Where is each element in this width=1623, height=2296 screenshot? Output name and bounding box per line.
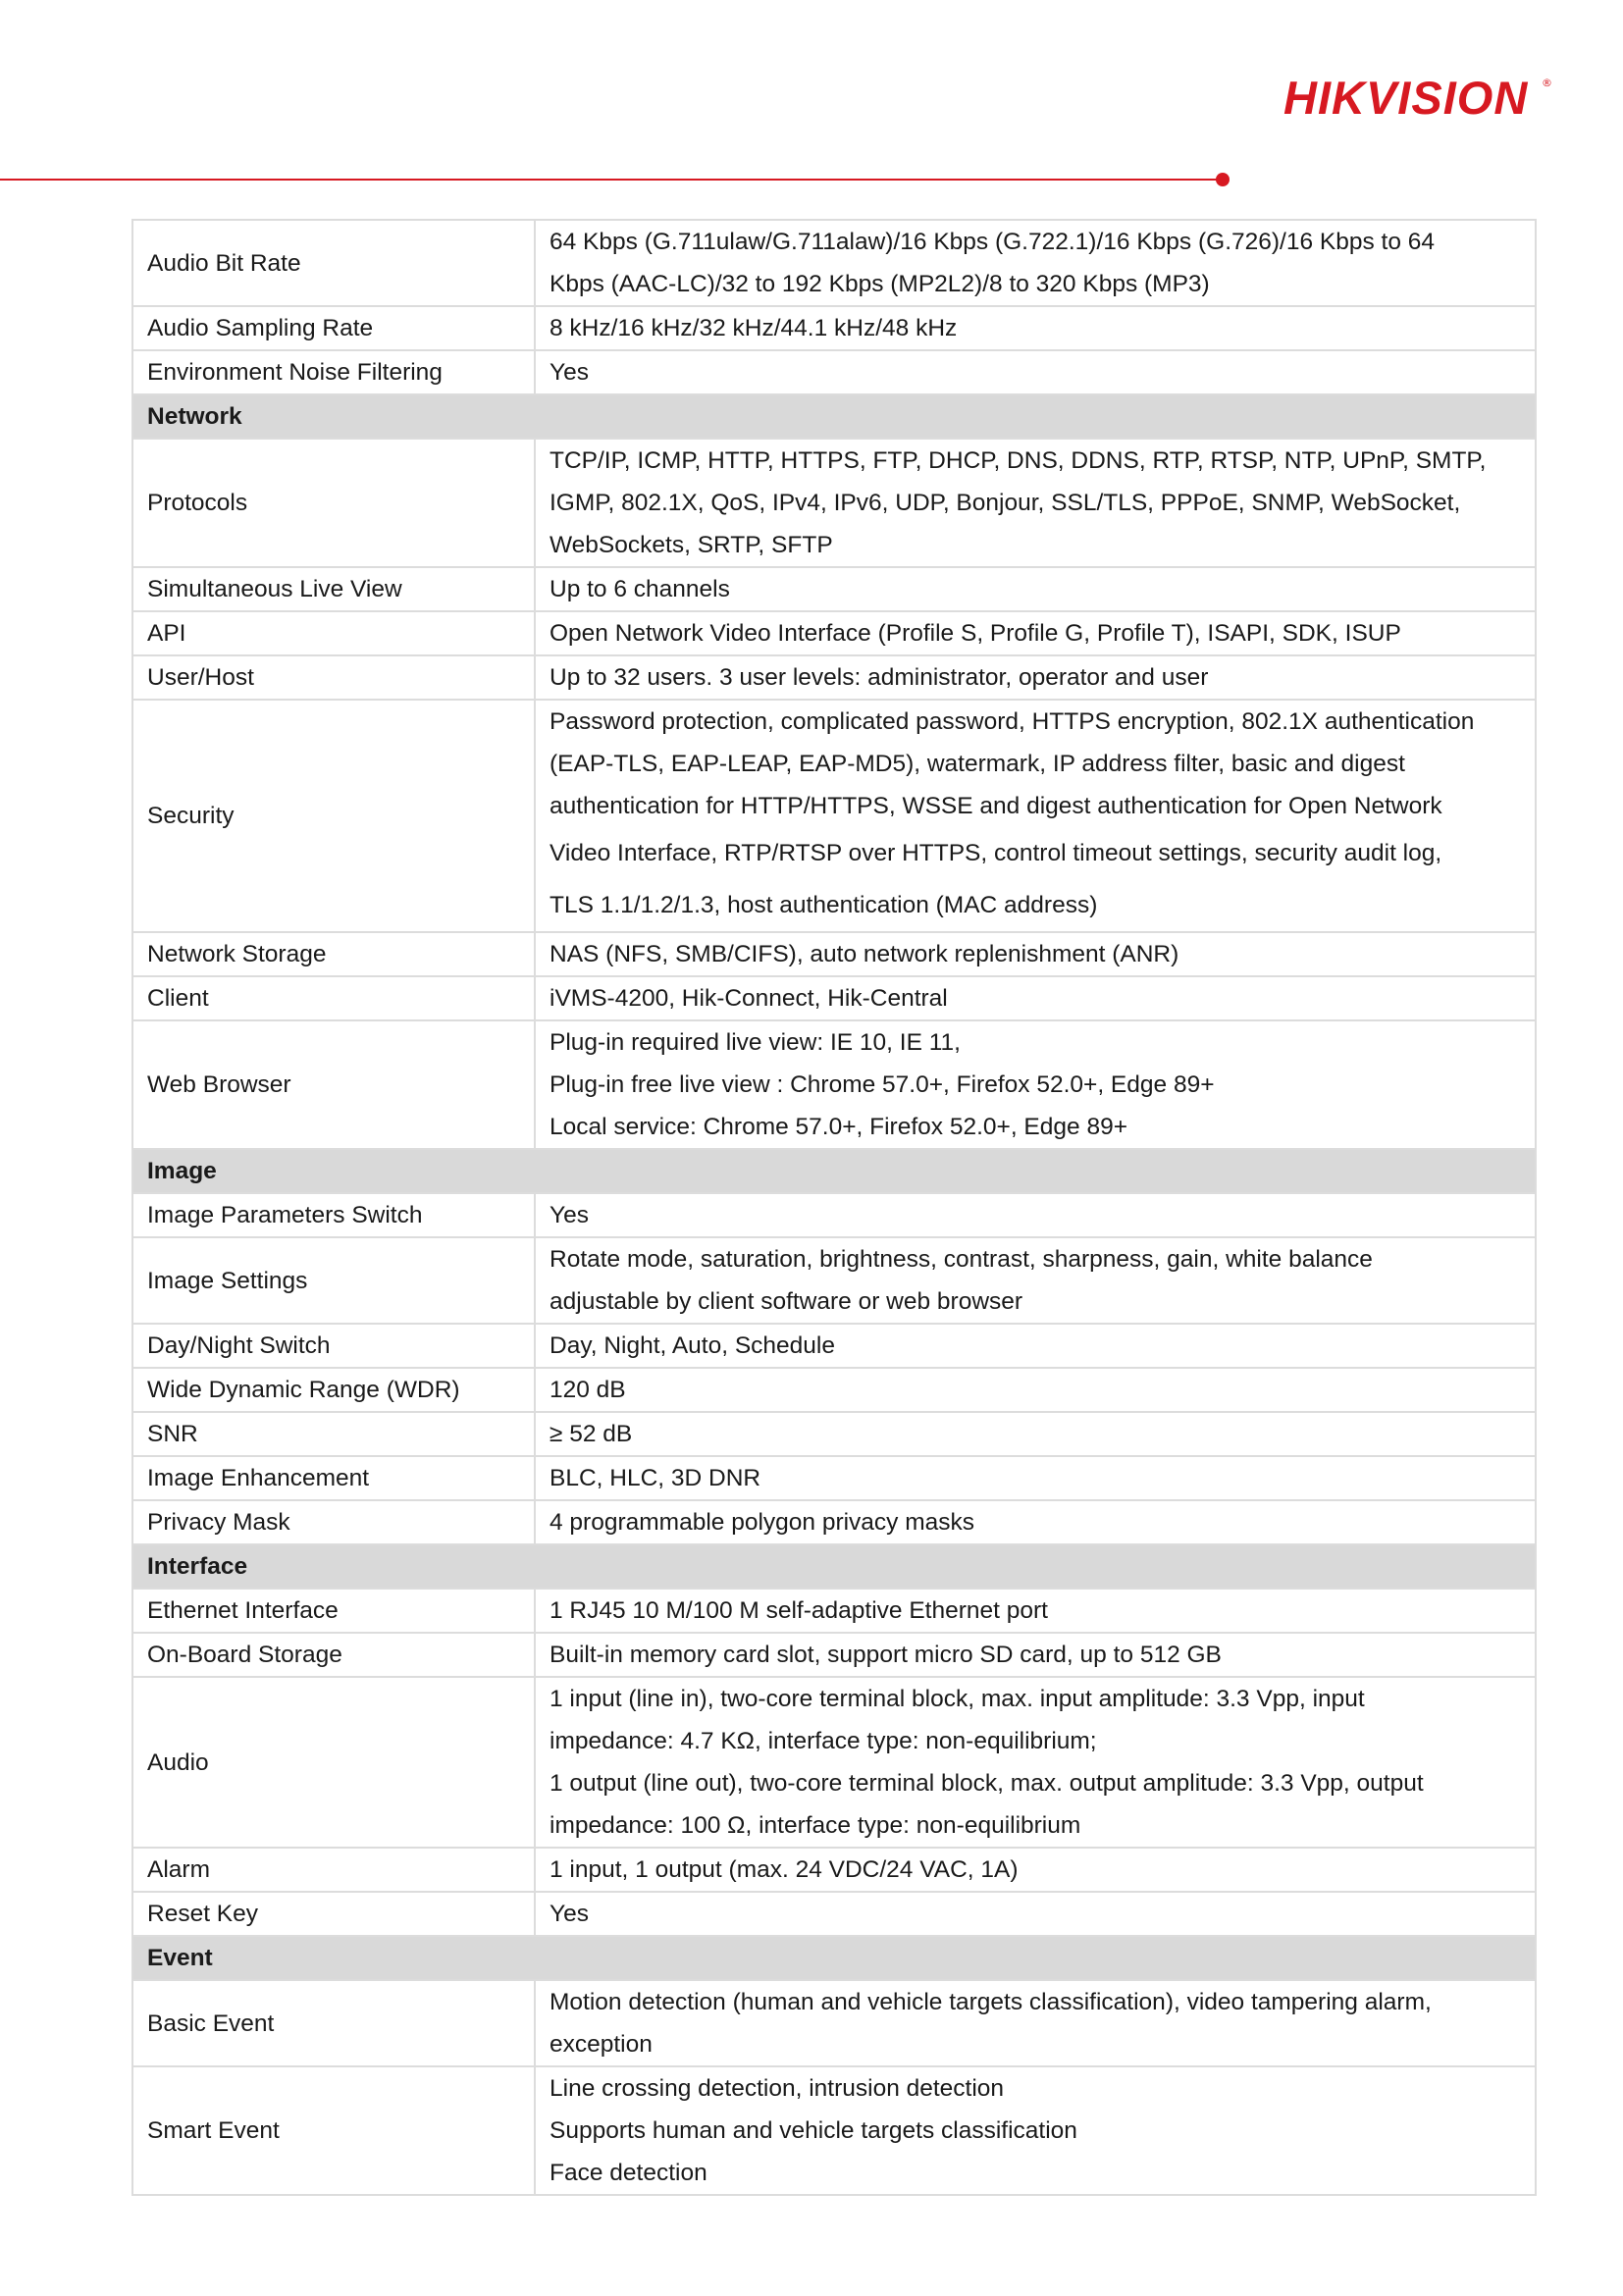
spec-label: Smart Event (132, 2066, 535, 2195)
spec-value (535, 611, 1536, 655)
spec-row (132, 1237, 1536, 1324)
spec-row (132, 1456, 1536, 1500)
spec-value (535, 1237, 1536, 1324)
spec-value (535, 655, 1536, 700)
spec-value (535, 567, 1536, 611)
spec-value (535, 1677, 1536, 1848)
section-title: Network (132, 394, 1536, 439)
spec-value (535, 1500, 1536, 1544)
spec-value-line: exception (550, 2031, 653, 2058)
spec-value-line: 1 input, 1 output (max. 24 VDC/24 VAC, 1A) (550, 1856, 1019, 1883)
spec-value-line: 1 output (line out), two-core terminal block, max. output amplitude: 3.3 Vpp, output (550, 1770, 1424, 1797)
spec-value-line: BLC, HLC, 3D DNR (550, 1465, 761, 1491)
spec-row (132, 1677, 1536, 1848)
section-title: Image (132, 1149, 1536, 1193)
spec-value (535, 1456, 1536, 1500)
spec-label: Reset Key (132, 1892, 535, 1936)
spec-value-line: Built-in memory card slot, support micro SD card, up to 512 GB (550, 1642, 1222, 1668)
spec-value (535, 1589, 1536, 1633)
spec-row (132, 567, 1536, 611)
spec-row (132, 1020, 1536, 1149)
spec-label: Image Enhancement (132, 1456, 535, 1500)
spec-value (535, 1368, 1536, 1412)
spec-value-line: 120 dB (550, 1377, 626, 1403)
spec-value (535, 700, 1536, 932)
section-title: Event (132, 1936, 1536, 1980)
spec-value-line: WebSockets, SRTP, SFTP (550, 532, 833, 558)
spec-label: Security (132, 700, 535, 932)
spec-row (132, 220, 1536, 306)
spec-value-line: Video Interface, RTP/RTSP over HTTPS, control timeout settings, security audit log, (550, 840, 1442, 866)
spec-value-line: Yes (550, 1901, 589, 1927)
spec-value-line: 4 programmable polygon privacy masks (550, 1509, 975, 1536)
spec-row (132, 1368, 1536, 1412)
spec-row (132, 700, 1536, 932)
spec-row (132, 932, 1536, 976)
spec-value (535, 220, 1536, 306)
spec-value-line: 1 RJ45 10 M/100 M self-adaptive Ethernet port (550, 1597, 1048, 1624)
spec-value-line: Rotate mode, saturation, brightness, contrast, sharpness, gain, white balance (550, 1246, 1373, 1273)
spec-table-body (132, 220, 1536, 2195)
spec-value (535, 306, 1536, 350)
spec-row (132, 1892, 1536, 1936)
spec-value-line: IGMP, 802.1X, QoS, IPv4, IPv6, UDP, Bonjour, SSL/TLS, PPPoE, SNMP, WebSocket, (550, 490, 1461, 516)
spec-row (132, 1324, 1536, 1368)
spec-value (535, 976, 1536, 1020)
spec-table (131, 219, 1537, 2196)
spec-value (535, 932, 1536, 976)
spec-row (132, 2066, 1536, 2195)
registered-mark: ® (1542, 77, 1552, 89)
spec-value (535, 1633, 1536, 1677)
spec-value (535, 1892, 1536, 1936)
spec-value-line: NAS (NFS, SMB/CIFS), auto network replenishment (ANR) (550, 941, 1179, 967)
spec-row (132, 1193, 1536, 1237)
spec-label: Network Storage (132, 932, 535, 976)
spec-value-line: Plug-in required live view: IE 10, IE 11, (550, 1029, 961, 1056)
spec-label: SNR (132, 1412, 535, 1456)
spec-row (132, 1980, 1536, 2066)
spec-value (535, 1020, 1536, 1149)
spec-label: Environment Noise Filtering (132, 350, 535, 394)
spec-value-line: impedance: 4.7 KΩ, interface type: non-equilibrium; (550, 1728, 1097, 1754)
spec-value-line: Kbps (AAC-LC)/32 to 192 Kbps (MP2L2)/8 to 320 Kbps (MP3) (550, 271, 1210, 297)
section-title: Interface (132, 1544, 1536, 1589)
spec-value-line: TCP/IP, ICMP, HTTP, HTTPS, FTP, DHCP, DNS, DDNS, RTP, RTSP, NTP, UPnP, SMTP, (550, 447, 1487, 474)
spec-row (132, 611, 1536, 655)
spec-label: Ethernet Interface (132, 1589, 535, 1633)
section-header-row (132, 1936, 1536, 1980)
spec-value-line: iVMS-4200, Hik-Connect, Hik-Central (550, 985, 948, 1012)
spec-label: Audio Bit Rate (132, 220, 535, 306)
spec-label: Client (132, 976, 535, 1020)
spec-row (132, 350, 1536, 394)
spec-label: Audio Sampling Rate (132, 306, 535, 350)
section-header-row (132, 394, 1536, 439)
section-header-row (132, 1149, 1536, 1193)
spec-label: Web Browser (132, 1020, 535, 1149)
spec-value-line: ≥ 52 dB (550, 1421, 633, 1447)
spec-value (535, 1324, 1536, 1368)
spec-value-line: 1 input (line in), two-core terminal block, max. input amplitude: 3.3 Vpp, input (550, 1686, 1365, 1712)
spec-value-line: TLS 1.1/1.2/1.3, host authentication (MAC address) (550, 892, 1098, 918)
spec-label: Image Parameters Switch (132, 1193, 535, 1237)
spec-label: User/Host (132, 655, 535, 700)
spec-value (535, 350, 1536, 394)
spec-value-line: Up to 32 users. 3 user levels: administrator, operator and user (550, 664, 1209, 691)
spec-value-line: Up to 6 channels (550, 576, 730, 602)
spec-row (132, 439, 1536, 567)
spec-value-line: Password protection, complicated password, HTTPS encryption, 802.1X authentication (550, 708, 1475, 735)
spec-value-line: Yes (550, 1202, 589, 1228)
spec-label: Wide Dynamic Range (WDR) (132, 1368, 535, 1412)
brand-logo: HIKVISION (1283, 72, 1529, 124)
spec-value-line: impedance: 100 Ω, interface type: non-equilibrium (550, 1812, 1081, 1839)
spec-value-line: Motion detection (human and vehicle targets classification), video tampering alarm, (550, 1989, 1432, 2015)
spec-row (132, 1500, 1536, 1544)
spec-label: Protocols (132, 439, 535, 567)
spec-row (132, 976, 1536, 1020)
spec-value (535, 1980, 1536, 2066)
spec-value-line: Line crossing detection, intrusion detection (550, 2075, 1005, 2102)
spec-value (535, 1848, 1536, 1892)
spec-value (535, 1412, 1536, 1456)
spec-row (132, 1589, 1536, 1633)
spec-label: Basic Event (132, 1980, 535, 2066)
spec-value-line: 64 Kbps (G.711ulaw/G.711alaw)/16 Kbps (G.722.1)/16 Kbps (G.726)/16 Kbps to 64 (550, 229, 1436, 255)
spec-value-line: 8 kHz/16 kHz/32 kHz/44.1 kHz/48 kHz (550, 315, 958, 341)
spec-value-line: Open Network Video Interface (Profile S, Profile G, Profile T), ISAPI, SDK, ISUP (550, 620, 1401, 647)
spec-value-line: adjustable by client software or web browser (550, 1288, 1023, 1315)
spec-value-line: (EAP-TLS, EAP-LEAP, EAP-MD5), watermark, IP address filter, basic and digest (550, 751, 1405, 777)
spec-value-line: Local service: Chrome 57.0+, Firefox 52.0+, Edge 89+ (550, 1114, 1128, 1140)
spec-value-line: Yes (550, 359, 589, 386)
spec-value (535, 2066, 1536, 2195)
spec-value-line: Day, Night, Auto, Schedule (550, 1332, 835, 1359)
spec-label: Alarm (132, 1848, 535, 1892)
spec-value (535, 439, 1536, 567)
spec-label: Image Settings (132, 1237, 535, 1324)
header-divider (0, 179, 1217, 181)
spec-value (535, 1193, 1536, 1237)
spec-label: Simultaneous Live View (132, 567, 535, 611)
spec-value-line: Face detection (550, 2160, 707, 2186)
spec-value-line: authentication for HTTP/HTTPS, WSSE and digest authentication for Open Network (550, 793, 1442, 819)
spec-row (132, 1412, 1536, 1456)
section-header-row (132, 1544, 1536, 1589)
header-divider-dot (1216, 173, 1230, 186)
spec-label: Audio (132, 1677, 535, 1848)
spec-label: Privacy Mask (132, 1500, 535, 1544)
spec-label: API (132, 611, 535, 655)
spec-row (132, 1633, 1536, 1677)
spec-value-line: Supports human and vehicle targets classification (550, 2117, 1077, 2144)
spec-label: On-Board Storage (132, 1633, 535, 1677)
spec-row (132, 655, 1536, 700)
spec-row (132, 1848, 1536, 1892)
spec-label: Day/Night Switch (132, 1324, 535, 1368)
spec-value-line: Plug-in free live view : Chrome 57.0+, Firefox 52.0+, Edge 89+ (550, 1071, 1215, 1098)
spec-row (132, 306, 1536, 350)
